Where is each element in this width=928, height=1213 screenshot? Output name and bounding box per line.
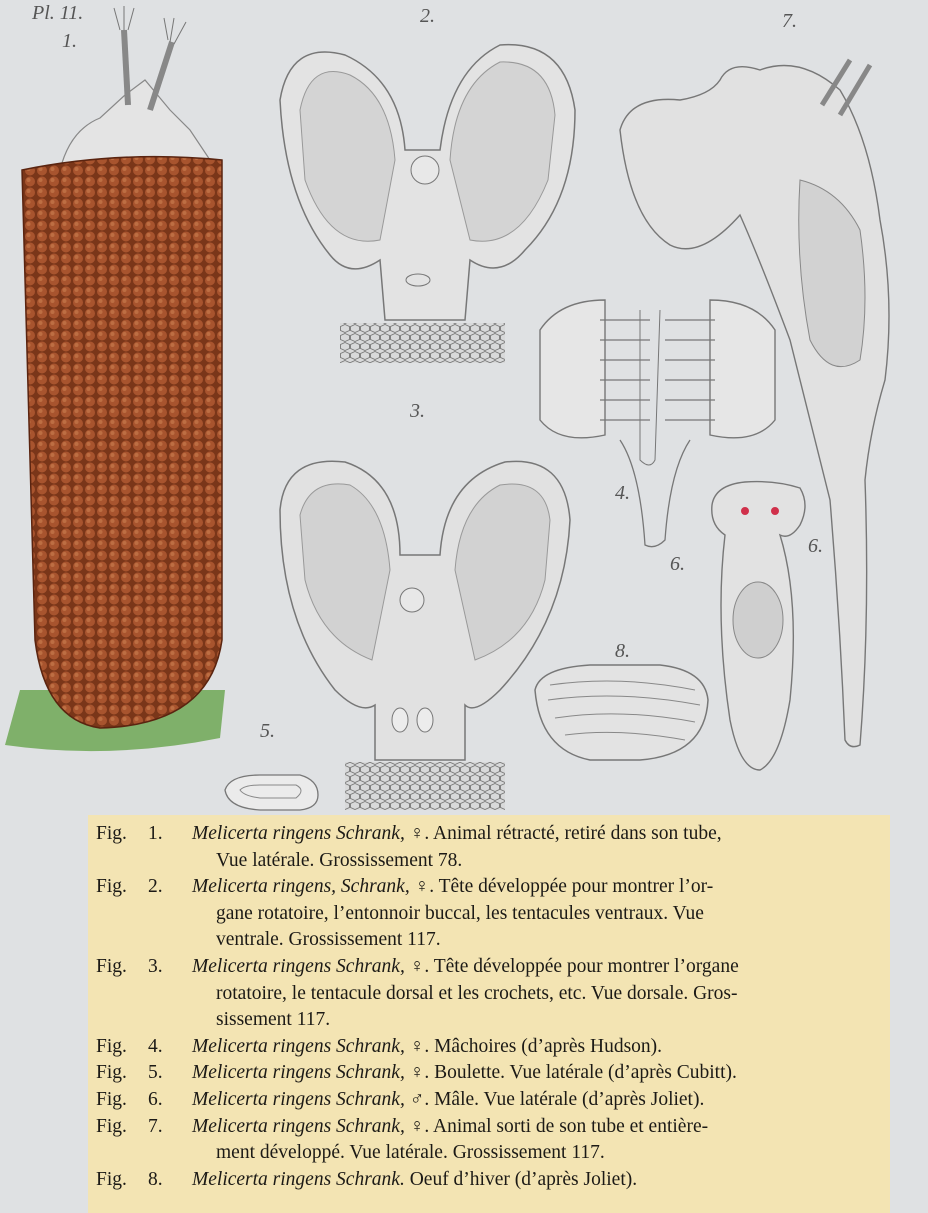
figure-5-drawing bbox=[225, 775, 318, 810]
caption-sex-symbol: ♂ bbox=[409, 1088, 425, 1110]
caption-fig-7 bbox=[96, 1114, 876, 1167]
figure-number-4: 4. bbox=[615, 482, 630, 504]
caption-sex-symbol: ♀ bbox=[409, 823, 425, 844]
caption-text: sissement 117. bbox=[216, 1009, 331, 1031]
caption-fig-number: 2. bbox=[148, 876, 163, 898]
caption-sex-symbol: ♀ bbox=[409, 1062, 425, 1084]
caption-sex-symbol: ♀ bbox=[409, 1035, 425, 1057]
caption-fig-number: 8. bbox=[148, 1168, 163, 1190]
caption-text: Vue latérale. Grossissement 78. bbox=[216, 849, 463, 871]
plate-label: Pl. 11. bbox=[32, 2, 84, 24]
figure-legend bbox=[88, 815, 890, 1213]
figure-8-drawing bbox=[535, 665, 708, 760]
caption-text: ment développé. Vue latérale. Grossissement 117. bbox=[216, 1142, 605, 1164]
caption-fig-number: 7. bbox=[148, 1115, 163, 1137]
caption-text: . Animal sorti de son tube et entière- bbox=[424, 1115, 709, 1137]
caption-fig-label: Fig. bbox=[96, 1088, 127, 1110]
figure-number-8: 8. bbox=[615, 640, 630, 662]
caption-fig-5 bbox=[96, 1060, 876, 1087]
caption-sex-symbol: ♀ bbox=[409, 955, 425, 977]
caption-text: . Mâchoires (d’après Hudson). bbox=[424, 1035, 663, 1057]
caption-species: Melicerta ringens Schrank, bbox=[192, 1115, 405, 1137]
figure-6-drawing bbox=[712, 482, 805, 770]
caption-fig-8 bbox=[96, 1167, 876, 1194]
caption-fig-label: Fig. bbox=[96, 876, 127, 898]
figure-number-2: 2. bbox=[420, 5, 435, 27]
figure-2-drawing bbox=[280, 45, 575, 363]
figure-3-drawing bbox=[280, 461, 570, 810]
caption-text: . Tête développée pour montrer l’or- bbox=[429, 876, 714, 898]
caption-species: Melicerta ringens, Schrank, bbox=[192, 876, 410, 898]
figure-1-drawing bbox=[5, 6, 225, 751]
caption-fig-label: Fig. bbox=[96, 823, 127, 844]
caption-species: Melicerta ringens Schrank, bbox=[192, 823, 405, 844]
caption-text: . Tête développée pour montrer l’organe bbox=[424, 955, 739, 977]
caption-fig-number: 1. bbox=[148, 823, 163, 844]
figure-number-3: 3. bbox=[410, 400, 425, 422]
caption-fig-number: 5. bbox=[148, 1062, 163, 1084]
caption-text: . Boulette. Vue latérale (d’après Cubitt). bbox=[424, 1062, 737, 1084]
figure-number-6b: 6. bbox=[808, 535, 823, 557]
caption-text: gane rotatoire, l’entonnoir buccal, les tentacules ventraux. Vue bbox=[216, 902, 704, 924]
caption-species: Melicerta ringens Schrank, bbox=[192, 1088, 405, 1110]
figure-number-7: 7. bbox=[782, 10, 797, 32]
caption-text: . Animal rétracté, retiré dans son tube, bbox=[424, 823, 722, 844]
caption-fig-label: Fig. bbox=[96, 955, 127, 977]
caption-sex-symbol: ♀ bbox=[409, 1115, 425, 1137]
figure-number-6a: 6. bbox=[670, 553, 685, 575]
caption-fig-4 bbox=[96, 1034, 876, 1061]
caption-text: rotatoire, le tentacule dorsal et les crochets, etc. Vue dorsale. Gros- bbox=[216, 982, 738, 1004]
caption-text: ventrale. Grossissement 117. bbox=[216, 929, 441, 951]
caption-fig-2 bbox=[96, 874, 876, 954]
caption-fig-label: Fig. bbox=[96, 1035, 127, 1057]
caption-species: Melicerta ringens Schrank, bbox=[192, 955, 405, 977]
caption-text: Oeuf d’hiver (d’après Joliet). bbox=[404, 1168, 638, 1190]
caption-fig-label: Fig. bbox=[96, 1062, 127, 1084]
caption-fig-label: Fig. bbox=[96, 1115, 127, 1137]
caption-fig-3 bbox=[96, 954, 876, 1034]
caption-fig-number: 6. bbox=[148, 1088, 163, 1110]
figure-number-5: 5. bbox=[260, 720, 275, 742]
caption-text: . Mâle. Vue latérale (d’après Joliet). bbox=[424, 1088, 705, 1110]
caption-species: Melicerta ringens Schrank, bbox=[192, 1035, 405, 1057]
figure-number-1: 1. bbox=[62, 30, 77, 52]
caption-sex-symbol: ♀ bbox=[414, 876, 430, 898]
caption-fig-number: 4. bbox=[148, 1035, 163, 1057]
caption-fig-6 bbox=[96, 1087, 876, 1114]
caption-species: Melicerta ringens Schrank, bbox=[192, 1062, 405, 1084]
caption-fig-label: Fig. bbox=[96, 1168, 127, 1190]
caption-fig-number: 3. bbox=[148, 955, 163, 977]
caption-fig-1 bbox=[96, 821, 876, 874]
caption-species: Melicerta ringens Schrank. bbox=[192, 1168, 405, 1190]
